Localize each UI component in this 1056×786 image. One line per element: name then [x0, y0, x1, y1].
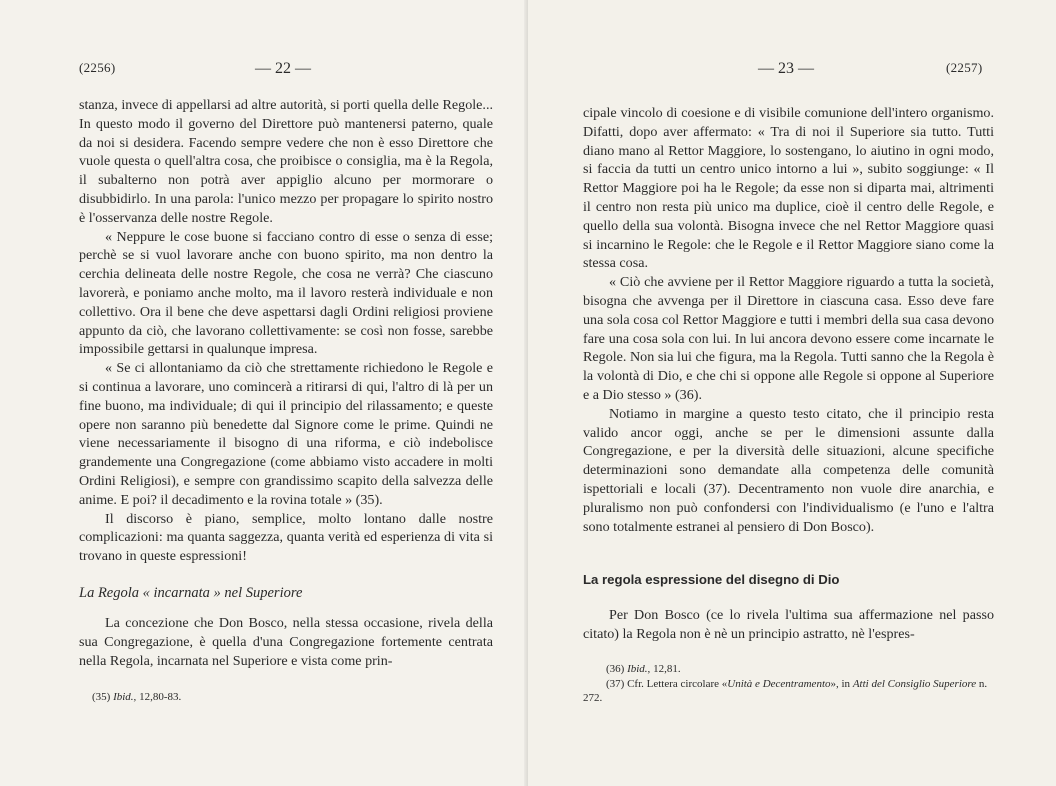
footnote-35-number: (35)	[92, 691, 111, 703]
footnote-36-number: (36)	[606, 663, 625, 675]
left-paragraph-2: « Neppure le cose buone si facciano contro di esse o senza di esse; perchè se si vuol lavorare anche con buono spirito, ma non dentro la cerchia delineata delle nostre Regole, che cosa ne verrà? Che ciascuno lavorerà, e poniamo anche molto, ma il lavoro resterà individuale e non collettivo. Ora il bene che deve aspettarsi dagli Ordini religiosi proviene appunto da ciò, che lavorano collettivamente: se così non fosse, sarebbe impossibile gettarsi in qualunque impresa.	[79, 228, 493, 358]
footnote-37-number: (37)	[606, 678, 625, 690]
right-paragraph-2: « Ciò che avviene per il Rettor Maggiore riguardo a tutta la società, bisogna che avvenga per il Direttore in ciascuna casa. Esso deve fare una sola cosa col Rettor Maggiore e tutti i membri della sua casa devono fare una cosa sola con lui. In lui ancora devono essere come incarnate le Regole. Non sia lui che figura, ma la Regola. Tutti sanno che la Regola è la volontà di Dio, e che chi si oppone alle Regole si oppone al Superiore e a Dio stesso » (36).	[583, 274, 994, 403]
left-page-number: — 22 —	[255, 60, 311, 77]
footnote-37	[583, 677, 994, 705]
right-body-text	[583, 104, 994, 536]
footnote-36	[606, 662, 994, 676]
right-page-number: — 23 —	[758, 60, 814, 77]
left-paragraph-3: « Se ci allontaniamo da ciò che strettamente richiedono le Regole e si continua a lavorare, uno comincerà a ritirarsi di qui, l'altro di là per un fine buono, ma individuale; di qui il principio del rilassamento; e queste opere non saranno più benedette dal Signore come le prime. Quindi ne viene necessariamente il bisogno di una riforma, e ciò indebolisce grandemente una Congregazione (come abbiamo visto accadere in molti Ordini Religiosi), e sempre con grandissimo scapito della salvezza delle anime. E poi? il decadimento e la rovina totale » (35).	[79, 360, 493, 508]
right-paragraph-1: cipale vincolo di coesione e di visibile comunione dell'intero organismo. Difatti, dopo aver affermato: « Tra di noi il Superiore sia tutto. Tutti diano mano al Rettor Maggiore, lo sostengano, lo aiutino in ogni modo, si faccia da tutti un centro unico intorno a lui », subito soggiunge: « Il Rettor Maggiore poi ha le Regole; da esse non si diparta mai, altrimenti il centro non resta più unico ma duplice, cioè il centro delle Regole, e quello della sua volontà. Bisogna invece che nel Rettor Maggiore quasi si incarnino le Regole: che le Regole e il Rettor Maggiore siano come la stessa cosa.	[583, 105, 994, 272]
footnote-37-tail: n. 272.	[583, 678, 988, 704]
footnote-37-title: Unità e Decentramento	[727, 678, 831, 690]
right-section-heading: La regola espressione del disegno di Dio	[583, 572, 840, 587]
footnote-35	[92, 690, 181, 704]
left-paragraph-4: Il discorso è piano, semplice, molto lontano dalle nostre complicazioni: ma quanta saggezza, quanta verità ed esperienza di vita si trovano in queste espressioni!	[79, 510, 493, 565]
right-section-paragraph: Per Don Bosco (ce lo rivela l'ultima sua affermazione nel passo citato) la Regola non è nè un principio astratto, nè l'espres-	[583, 607, 994, 642]
footnote-35-tail: 12,80-83.	[139, 691, 182, 703]
left-section-body	[79, 614, 493, 670]
left-body-text	[79, 96, 493, 566]
left-section-heading: La Regola « incarnata » nel Superiore	[79, 585, 303, 601]
left-page-code: (2256)	[79, 60, 116, 75]
footnote-36-tail: 12,81.	[653, 663, 681, 675]
right-page-code: (2257)	[946, 60, 983, 75]
left-section-paragraph: La concezione che Don Bosco, nella stessa occasione, rivela della sua Congregazione, è quella d'una Congregazione fortemente centrata nella Regola, incarnata nel Superiore e vista come prin-	[79, 615, 493, 669]
right-section-body	[583, 606, 994, 644]
right-paragraph-3: Notiamo in margine a questo testo citato, che il principio resta valido ancor oggi, anche se per le dimensioni assunte dalla Congregazione, e per la diversità delle situazioni, alcune specifiche determinazioni sono demandate alla competenza delle comunità ispettoriali e locali (37). Decentramento non vuole dire anarchia, e pluralismo non può confondersi con l'individualismo (e l'uno e l'altra sono totalmente estranei al pensiero di Don Bosco).	[583, 405, 994, 535]
footnote-35-ref: Ibid.,	[113, 691, 137, 703]
left-paragraph-1: stanza, invece di appellarsi ad altre autorità, si porti quella delle Regole... In questo modo il governo del Direttore può mantenersi paterno, quale da noi si desidera. Facendo sempre vedere che non è esso Direttore che vuole questa o quell'altra cosa, che proibisce o consiglia, ma è la Regola, il subalterno non potrà aver appiglio alcuno per mormorare o disubbidirlo. In una parola: l'unico mezzo per propagare lo spirito nostro è l'osservanza delle nostre Regole.	[79, 97, 493, 226]
footnote-36-ref: Ibid.,	[627, 663, 651, 675]
footnote-37-pre: Cfr. Lettera circolare «	[627, 678, 728, 690]
footnote-37-source: Atti del Consiglio Superiore	[852, 678, 977, 690]
footnote-37-mid: », in	[830, 678, 851, 690]
